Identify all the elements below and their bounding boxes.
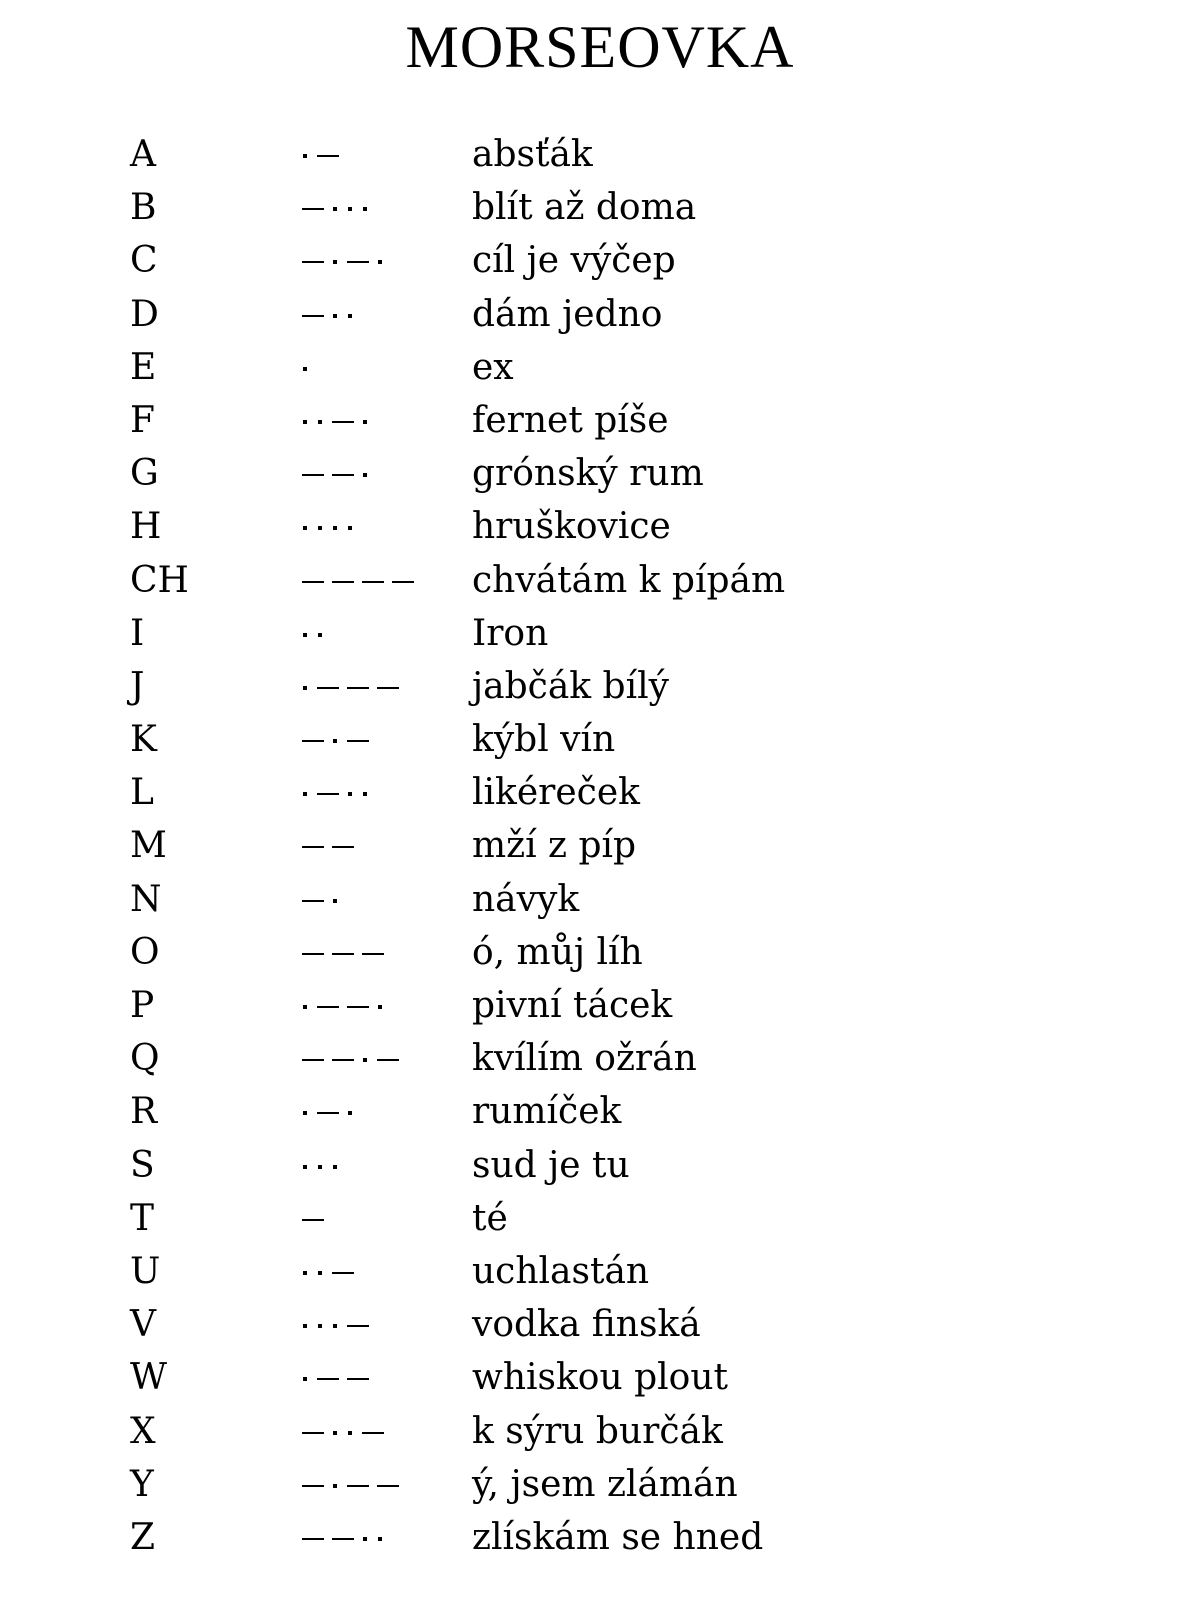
morse-dash bbox=[332, 953, 354, 955]
morse-dot bbox=[348, 314, 352, 318]
morse-dot bbox=[318, 633, 322, 637]
letter-cell: T bbox=[130, 1197, 155, 1239]
morse-dash bbox=[302, 1059, 324, 1061]
letter-cell: S bbox=[130, 1144, 155, 1186]
morse-dash bbox=[317, 1006, 339, 1008]
morse-dot bbox=[333, 526, 337, 530]
morse-dash bbox=[302, 261, 324, 263]
letter-cell: Q bbox=[130, 1038, 160, 1080]
letter-cell: I bbox=[130, 612, 145, 654]
letter-cell: J bbox=[130, 665, 145, 707]
morse-dot bbox=[363, 207, 367, 211]
morse-dot bbox=[348, 526, 352, 530]
morse-dash bbox=[302, 1485, 324, 1487]
letter-cell: V bbox=[130, 1304, 156, 1346]
table-row bbox=[0, 610, 1200, 663]
table-row bbox=[0, 1461, 1200, 1514]
morse-dot bbox=[333, 1431, 337, 1435]
morse-dot bbox=[378, 1005, 382, 1009]
mnemonic-cell: chvátám k pípám bbox=[472, 559, 786, 601]
morse-dash bbox=[302, 953, 324, 955]
morse-dot bbox=[333, 739, 337, 743]
morse-dot bbox=[363, 792, 367, 796]
morse-dash bbox=[347, 1485, 369, 1487]
mnemonic-cell: ó, můj líh bbox=[472, 931, 643, 973]
table-row bbox=[0, 503, 1200, 556]
morse-dot bbox=[348, 792, 352, 796]
morse-dash bbox=[317, 1378, 339, 1380]
letter-cell: X bbox=[130, 1410, 156, 1452]
morse-dash bbox=[377, 1485, 399, 1487]
morse-dash bbox=[317, 687, 339, 689]
letter-cell: U bbox=[130, 1250, 161, 1292]
morse-table bbox=[0, 131, 1200, 1567]
table-row bbox=[0, 1301, 1200, 1354]
morse-dot bbox=[363, 1058, 367, 1062]
morse-dash bbox=[347, 1325, 369, 1327]
morse-dot bbox=[303, 1165, 307, 1169]
morse-dot bbox=[303, 367, 307, 371]
table-row bbox=[0, 982, 1200, 1035]
mnemonic-cell: sud je tu bbox=[472, 1144, 630, 1186]
letter-cell: M bbox=[130, 825, 167, 867]
morse-dot bbox=[348, 1111, 352, 1115]
morse-dot bbox=[318, 1324, 322, 1328]
letter-cell: C bbox=[130, 240, 158, 282]
morse-dot bbox=[333, 207, 337, 211]
morse-dash bbox=[377, 1059, 399, 1061]
morse-dot bbox=[333, 899, 337, 903]
table-row bbox=[0, 1248, 1200, 1301]
morse-dot bbox=[303, 792, 307, 796]
mnemonic-cell: jabčák bílý bbox=[472, 665, 669, 707]
mnemonic-cell: vodka finská bbox=[472, 1304, 701, 1346]
morse-dot bbox=[303, 526, 307, 530]
morse-dot bbox=[303, 1005, 307, 1009]
mnemonic-cell: whiskou plout bbox=[472, 1357, 728, 1399]
mnemonic-cell: uchlastán bbox=[472, 1250, 650, 1292]
mnemonic-cell: té bbox=[472, 1197, 508, 1239]
table-row bbox=[0, 1142, 1200, 1195]
mnemonic-cell: grónský rum bbox=[472, 453, 704, 495]
morse-dash bbox=[347, 261, 369, 263]
letter-cell: K bbox=[130, 719, 157, 761]
morse-dash bbox=[317, 793, 339, 795]
mnemonic-cell: fernet píše bbox=[472, 399, 669, 441]
letter-cell: N bbox=[130, 878, 162, 920]
morse-dash bbox=[347, 740, 369, 742]
mnemonic-cell: k sýru burčák bbox=[472, 1410, 723, 1452]
table-row bbox=[0, 1035, 1200, 1088]
letter-cell: B bbox=[130, 187, 157, 229]
morse-dot bbox=[318, 1165, 322, 1169]
morse-dot bbox=[303, 686, 307, 690]
morse-dot bbox=[348, 1431, 352, 1435]
mnemonic-cell: pivní tácek bbox=[472, 985, 673, 1026]
table-row bbox=[0, 344, 1200, 397]
morse-dash bbox=[347, 687, 369, 689]
letter-cell: P bbox=[130, 985, 155, 1026]
table-row bbox=[0, 291, 1200, 344]
morse-dot bbox=[318, 526, 322, 530]
morse-dash bbox=[362, 953, 384, 955]
letter-cell: W bbox=[130, 1357, 168, 1399]
table-row bbox=[0, 1514, 1200, 1567]
morse-dot bbox=[333, 314, 337, 318]
morse-dash bbox=[362, 1432, 384, 1434]
table-row bbox=[0, 876, 1200, 929]
morse-dash bbox=[332, 474, 354, 476]
mnemonic-cell: dám jedno bbox=[472, 293, 663, 335]
morse-dot bbox=[318, 420, 322, 424]
letter-cell: G bbox=[130, 453, 159, 495]
mnemonic-cell: blít až doma bbox=[472, 187, 697, 229]
table-row bbox=[0, 1354, 1200, 1407]
table-row bbox=[0, 929, 1200, 982]
table-row bbox=[0, 450, 1200, 503]
morse-dash bbox=[332, 1538, 354, 1540]
morse-dash bbox=[332, 1272, 354, 1274]
table-row bbox=[0, 1195, 1200, 1248]
morse-dash bbox=[332, 1059, 354, 1061]
morse-dot bbox=[378, 1537, 382, 1541]
table-row bbox=[0, 184, 1200, 237]
mnemonic-cell: Iron bbox=[472, 612, 549, 654]
morse-dash bbox=[332, 581, 354, 583]
morse-dash bbox=[302, 740, 324, 742]
table-row bbox=[0, 1088, 1200, 1141]
morse-dot bbox=[363, 420, 367, 424]
morse-dot bbox=[303, 1377, 307, 1381]
morse-dash bbox=[302, 208, 324, 210]
letter-cell: H bbox=[130, 506, 162, 548]
morse-dash bbox=[347, 1378, 369, 1380]
morse-dash bbox=[332, 421, 354, 423]
morse-dash bbox=[302, 1432, 324, 1434]
morse-dash bbox=[302, 900, 324, 902]
letter-cell: E bbox=[130, 346, 157, 388]
mnemonic-cell: cíl je výčep bbox=[472, 240, 676, 282]
morse-dot bbox=[303, 633, 307, 637]
morse-dot bbox=[303, 1111, 307, 1115]
morse-dash bbox=[362, 581, 384, 583]
morse-dot bbox=[303, 1324, 307, 1328]
morse-dot bbox=[333, 260, 337, 264]
mnemonic-cell: mží z píp bbox=[472, 825, 637, 867]
morse-dash bbox=[392, 581, 414, 583]
table-row bbox=[0, 557, 1200, 610]
mnemonic-cell: kýbl vín bbox=[472, 719, 616, 761]
mnemonic-cell: likéreček bbox=[472, 772, 640, 814]
mnemonic-cell: ý, jsem zlámán bbox=[472, 1463, 738, 1505]
letter-cell: L bbox=[130, 772, 154, 814]
mnemonic-cell: kvílím ožrán bbox=[472, 1038, 697, 1080]
letter-cell: CH bbox=[130, 559, 189, 601]
morse-dot bbox=[303, 420, 307, 424]
morse-dot bbox=[303, 1271, 307, 1275]
morse-dot bbox=[303, 154, 307, 158]
morse-dash bbox=[347, 1006, 369, 1008]
table-row bbox=[0, 716, 1200, 769]
morse-dash bbox=[302, 474, 324, 476]
table-row bbox=[0, 397, 1200, 450]
table-row bbox=[0, 237, 1200, 290]
letter-cell: Z bbox=[130, 1516, 156, 1558]
letter-cell: D bbox=[130, 293, 159, 335]
letter-cell: O bbox=[130, 931, 160, 973]
morse-dash bbox=[332, 846, 354, 848]
morse-dash bbox=[302, 1538, 324, 1540]
morse-dash bbox=[302, 1219, 324, 1221]
morse-dash bbox=[302, 581, 324, 583]
table-row bbox=[0, 131, 1200, 184]
morse-dot bbox=[363, 1537, 367, 1541]
morse-dot bbox=[333, 1324, 337, 1328]
morse-dash bbox=[302, 846, 324, 848]
table-row bbox=[0, 822, 1200, 875]
page-title: MORSEOVKA bbox=[405, 14, 795, 80]
mnemonic-cell: ex bbox=[472, 346, 514, 388]
table-row bbox=[0, 1408, 1200, 1461]
morse-dot bbox=[318, 1271, 322, 1275]
morse-dash bbox=[377, 687, 399, 689]
letter-cell: R bbox=[130, 1091, 158, 1133]
mnemonic-cell: hruškovice bbox=[472, 506, 671, 548]
morse-dot bbox=[333, 1165, 337, 1169]
morse-dash bbox=[302, 315, 324, 317]
letter-cell: A bbox=[130, 134, 156, 175]
mnemonic-cell: návyk bbox=[472, 878, 580, 920]
table-row bbox=[0, 663, 1200, 716]
morse-dot bbox=[333, 1484, 337, 1488]
morse-dash bbox=[317, 155, 339, 157]
letter-cell: Y bbox=[130, 1463, 154, 1505]
mnemonic-cell: rumíček bbox=[472, 1091, 622, 1133]
mnemonic-cell: absťák bbox=[472, 134, 593, 175]
morse-dot bbox=[378, 260, 382, 264]
morse-dot bbox=[363, 473, 367, 477]
morse-dot bbox=[348, 207, 352, 211]
letter-cell: F bbox=[130, 399, 155, 441]
mnemonic-cell: zlískám se hned bbox=[472, 1516, 764, 1558]
morse-dash bbox=[317, 1112, 339, 1114]
table-row bbox=[0, 769, 1200, 822]
